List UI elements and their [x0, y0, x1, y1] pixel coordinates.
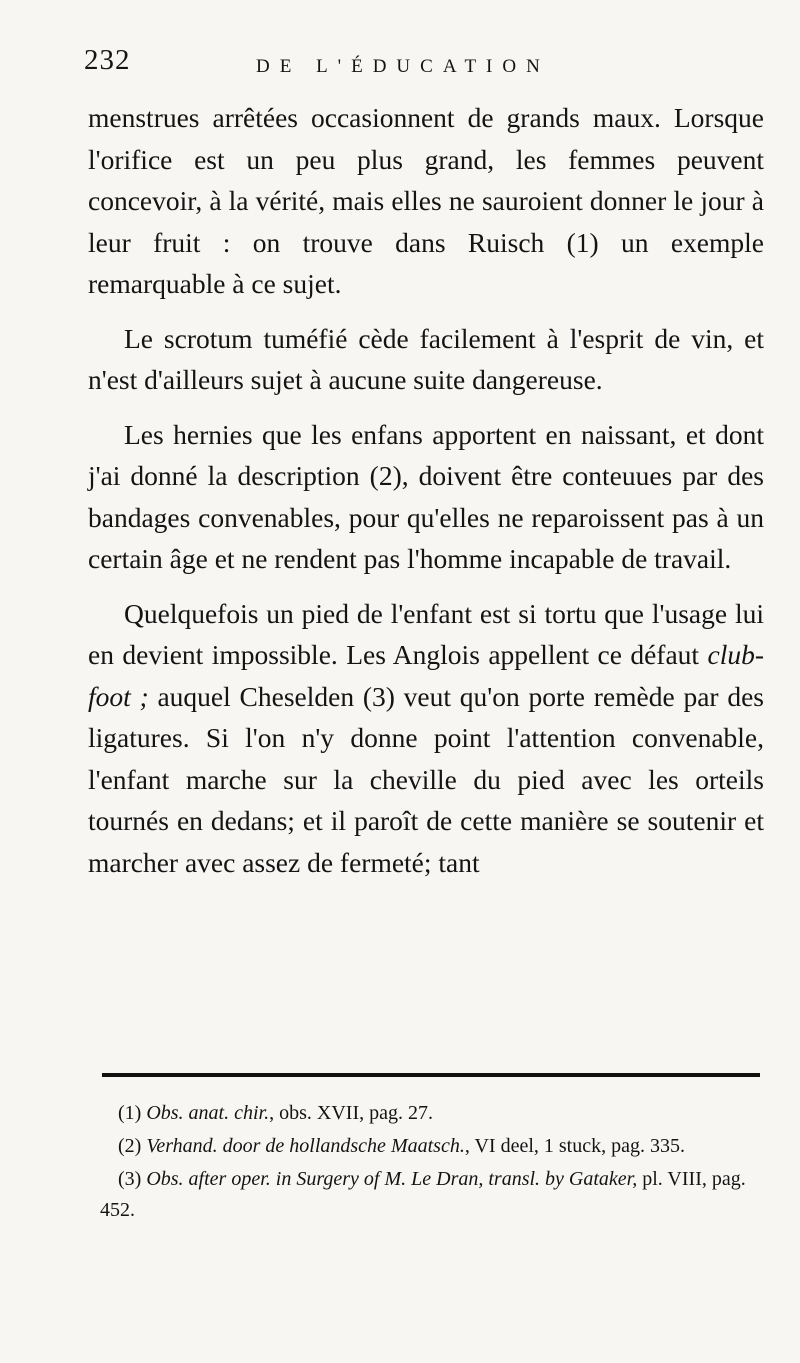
footnote-marker: (2): [118, 1135, 142, 1157]
footnote-marker: (1): [118, 1102, 142, 1124]
footnote-marker: (3): [118, 1168, 142, 1190]
paragraph-2: Le scrotum tuméfié cède facilement à l'esprit de vin, et n'est d'ailleurs sujet à aucune suite dangereuse.: [88, 322, 764, 395]
paragraph-3: Les hernies que les enfans apportent en naissant, et dont j'ai donné la description (2), doivent être conteuues par des bandages convenables, pour qu'elles ne reparoissent pas à un certain âge et ne rendent pas l'homme incapable de travail.: [88, 418, 764, 574]
paragraph-4-italic-term: club-foot ;: [88, 639, 764, 712]
paragraph-4: [88, 593, 764, 884]
footnote-divider: [102, 1073, 760, 1077]
paragraph-1: menstrues arrêtées occasionnent de grands maux. Lorsque l'orifice est un peu plus grand, les femmes peuvent concevoir, à la vérité, mais elles ne sauroient donner le jour à leur fruit : on trouve dans Ruisch (1) un exemple remarquable à ce sujet.: [88, 102, 764, 299]
running-head: DE L'ÉDUCATION: [256, 56, 550, 77]
footnote-source: Verhand. door de hollandsche Maatsch.: [146, 1135, 465, 1157]
footnote-detail: , obs. XVII, pag. 27.: [269, 1102, 433, 1124]
body-text: [88, 97, 764, 896]
footnote-3: [100, 1164, 768, 1226]
footnote-source: Obs. anat. chir.: [146, 1102, 270, 1124]
paragraph-4-text-before: Quelquefois un pied de l'enfant est si tortu que l'usage lui en devient impossible. Les Anglois appellent ce défaut: [88, 597, 764, 670]
page-number: 232: [84, 44, 131, 76]
footnote-1: [100, 1098, 768, 1129]
page-header: [84, 44, 774, 90]
footnotes: [100, 1098, 768, 1228]
footnote-detail: , VI deel, 1 stuck, pag. 335.: [464, 1135, 685, 1157]
footnote-source: Obs. after oper. in Surgery of M. Le Dran, transl. by Gataker,: [146, 1168, 638, 1190]
footnote-2: [100, 1131, 768, 1162]
footnote-detail: pl. VIII, pag. 452.: [100, 1168, 746, 1221]
paragraph-4-text-after: auquel Cheselden (3) veut qu'on porte remède par des ligatures. Si l'on n'y donne point l'attention convenable, l'enfant marche sur la cheville du pied avec les orteils tournés en dedans; et il paroît de cette manière se soutenir et marcher avec assez de fermeté; tant: [88, 680, 764, 878]
